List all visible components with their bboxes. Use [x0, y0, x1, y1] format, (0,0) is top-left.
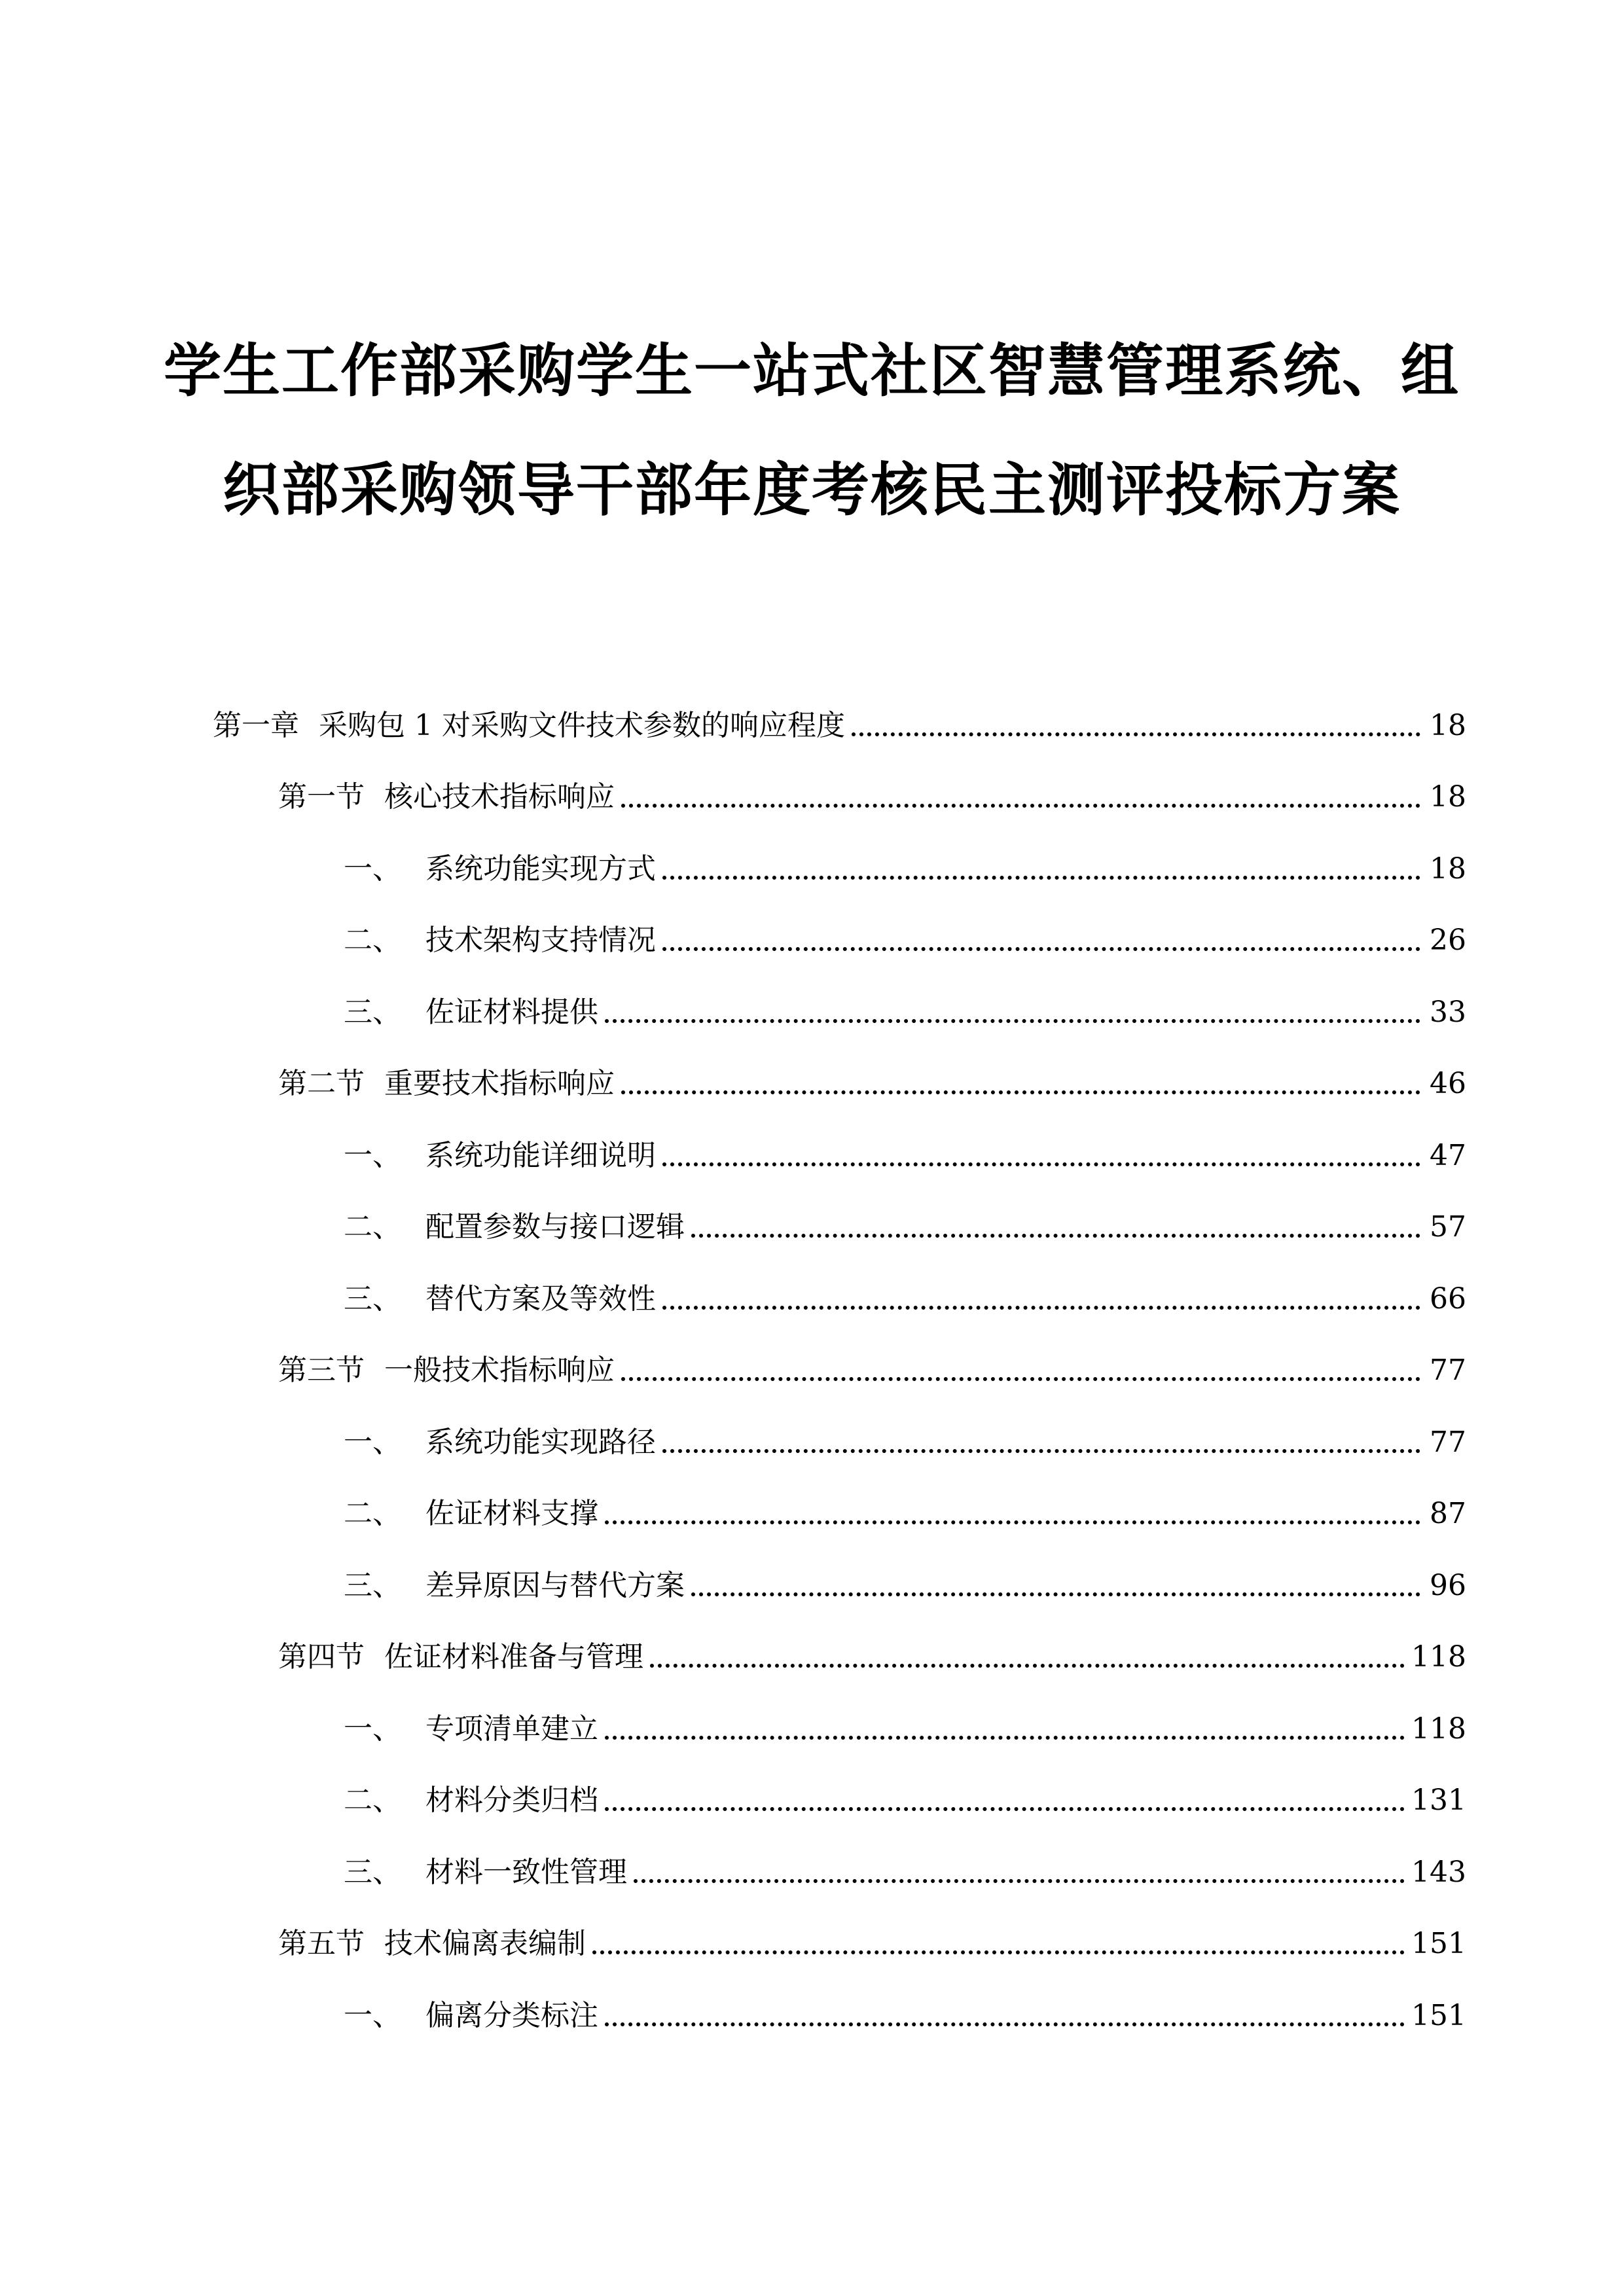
toc-entry-label: 二、 — [344, 1784, 401, 1817]
toc-entry-title: 配置参数与接口逻辑 — [425, 1210, 685, 1244]
toc-entry-item[interactable] — [344, 913, 1466, 959]
document-title-line-2: 织部采购领导干部年度考核民主测评投标方案 — [222, 456, 1401, 524]
toc-dot-leader — [605, 1736, 1405, 1740]
toc-dot-leader — [662, 1162, 1420, 1166]
toc-dot-leader — [662, 1306, 1420, 1310]
toc-entry-label: 第一节 — [278, 780, 365, 814]
toc-entry-title: 专项清单建立 — [425, 1712, 598, 1746]
toc-entry-section-3[interactable] — [278, 1343, 1466, 1389]
toc-dot-leader — [662, 1449, 1420, 1453]
toc-entry-title: 偏离分类标注 — [425, 1999, 598, 2032]
toc-entry-label: 三、 — [344, 1282, 401, 1316]
toc-entry-page: 26 — [1430, 924, 1466, 957]
toc-entry-page: 96 — [1430, 1569, 1466, 1602]
toc-entry-label: 三、 — [344, 996, 401, 1029]
toc-entry-title: 采购包 1 对采购文件技术参数的响应程度 — [319, 709, 845, 742]
toc-entry-page: 118 — [1411, 1712, 1466, 1746]
toc-dot-leader — [662, 876, 1420, 880]
toc-entry-title: 重要技术指标响应 — [384, 1067, 615, 1100]
toc-entry-page: 47 — [1430, 1139, 1466, 1172]
toc-entry-page: 33 — [1430, 996, 1466, 1029]
toc-entry-label: 二、 — [344, 1497, 401, 1530]
toc-dot-leader — [592, 1950, 1405, 1954]
toc-dot-leader — [621, 1090, 1420, 1094]
toc-entry-page: 66 — [1430, 1282, 1466, 1316]
toc-entry-title: 系统功能实现方式 — [425, 852, 656, 886]
toc-entry-item[interactable] — [344, 1773, 1466, 1819]
toc-entry-label: 第二节 — [278, 1067, 365, 1100]
toc-dot-leader — [852, 732, 1420, 736]
toc-entry-chapter-1[interactable] — [213, 698, 1466, 744]
toc-entry-title: 一般技术指标响应 — [384, 1354, 615, 1387]
toc-entry-title: 材料分类归档 — [425, 1784, 598, 1817]
toc-entry-item[interactable] — [344, 1845, 1466, 1891]
toc-entry-label: 一、 — [344, 1139, 401, 1172]
toc-entry-page: 143 — [1411, 1856, 1466, 1889]
toc-entry-title: 佐证材料准备与管理 — [384, 1640, 643, 1674]
toc-entry-section-2[interactable] — [278, 1056, 1466, 1102]
toc-entry-page: 151 — [1411, 1927, 1466, 1960]
toc-dot-leader — [621, 804, 1420, 808]
toc-entry-page: 18 — [1430, 780, 1466, 814]
toc-entry-item[interactable] — [344, 1200, 1466, 1246]
toc-entry-page: 118 — [1411, 1640, 1466, 1674]
toc-entry-item[interactable] — [344, 1558, 1466, 1604]
toc-entry-page: 77 — [1430, 1426, 1466, 1459]
toc-entry-section-4[interactable] — [278, 1630, 1466, 1676]
toc-entry-label: 三、 — [344, 1856, 401, 1889]
toc-entry-title: 技术偏离表编制 — [384, 1927, 586, 1960]
toc-entry-page: 131 — [1411, 1784, 1466, 1817]
toc-entry-label: 第四节 — [278, 1640, 365, 1674]
toc-entry-item[interactable] — [344, 1702, 1466, 1748]
toc-dot-leader — [634, 1879, 1405, 1883]
toc-dot-leader — [621, 1377, 1420, 1381]
toc-entry-item[interactable] — [344, 1988, 1466, 2034]
toc-entry-page: 18 — [1430, 709, 1466, 742]
toc-dot-leader — [605, 1807, 1405, 1811]
toc-dot-leader — [605, 2022, 1405, 2026]
toc-entry-label: 二、 — [344, 924, 401, 957]
toc-entry-label: 三、 — [344, 1569, 401, 1602]
toc-dot-leader — [662, 947, 1420, 951]
toc-entry-title: 替代方案及等效性 — [425, 1282, 656, 1316]
toc-entry-label: 一、 — [344, 1712, 401, 1746]
toc-entry-page: 151 — [1411, 1999, 1466, 2032]
toc-dot-leader — [691, 1592, 1420, 1596]
toc-entry-title: 系统功能详细说明 — [425, 1139, 656, 1172]
toc-entry-item[interactable] — [344, 1128, 1466, 1174]
toc-entry-title: 佐证材料提供 — [425, 996, 598, 1029]
toc-entry-label: 第三节 — [278, 1354, 365, 1387]
toc-entry-page: 46 — [1430, 1067, 1466, 1100]
toc-entry-label: 二、 — [344, 1210, 401, 1244]
toc-entry-label: 一、 — [344, 852, 401, 886]
document-title-line-1: 学生工作部采购学生一站式社区智慧管理系统、组 — [163, 337, 1460, 404]
toc-dot-leader — [691, 1234, 1420, 1238]
toc-entry-page: 77 — [1430, 1354, 1466, 1387]
toc-entry-item[interactable] — [344, 985, 1466, 1031]
toc-entry-title: 佐证材料支撑 — [425, 1497, 598, 1530]
toc-entry-item[interactable] — [344, 1415, 1466, 1461]
toc-entry-section-5[interactable] — [278, 1916, 1466, 1962]
toc-entry-section-1[interactable] — [278, 770, 1466, 816]
toc-dot-leader — [605, 1019, 1420, 1023]
toc-entry-page: 18 — [1430, 852, 1466, 886]
toc-entry-title: 核心技术指标响应 — [384, 780, 615, 814]
toc-entry-page: 57 — [1430, 1210, 1466, 1244]
toc-entry-label: 一、 — [344, 1999, 401, 2032]
toc-entry-title: 系统功能实现路径 — [425, 1426, 656, 1459]
toc-dot-leader — [650, 1664, 1405, 1668]
toc-entry-item[interactable] — [344, 1272, 1466, 1318]
toc-entry-title: 技术架构支持情况 — [425, 924, 656, 957]
toc-dot-leader — [605, 1520, 1420, 1524]
toc-entry-label: 一、 — [344, 1426, 401, 1459]
toc-entry-title: 差异原因与替代方案 — [425, 1569, 685, 1602]
toc-entry-item[interactable] — [344, 1486, 1466, 1532]
toc-entry-label: 第五节 — [278, 1927, 365, 1960]
toc-entry-page: 87 — [1430, 1497, 1466, 1530]
toc-entry-label: 第一章 — [213, 709, 299, 742]
toc-entry-title: 材料一致性管理 — [425, 1856, 627, 1889]
toc-entry-item[interactable] — [344, 842, 1466, 888]
